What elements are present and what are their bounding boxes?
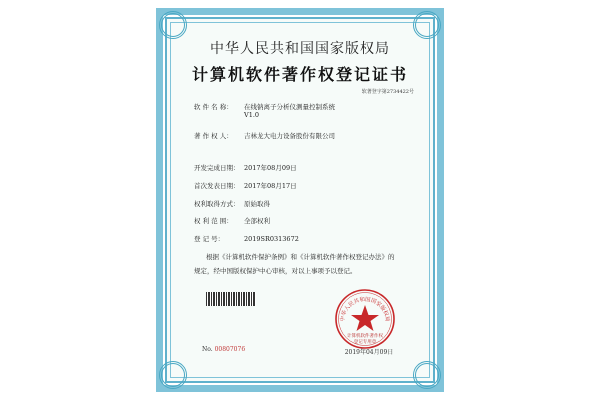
issuer-title: 中华人民共和国国家版权局 [210,41,390,57]
certificate-title: 计算机软件著作权登记证书 [191,65,408,84]
serial-label: No. [202,346,213,353]
corner-ornament-icon [159,361,187,389]
field-value: 吉林龙大电力设备股份有限公司 [244,132,335,140]
software-version: V1.0 [244,111,260,119]
field-registration-number [194,234,414,243]
field-label: 权 利 范 围： [194,217,233,225]
field-label: 著 作 权 人： [194,132,233,140]
seal-organization [335,334,395,346]
seal-ring-text: 中华人民共和国国家版权局 [339,296,391,323]
field-value: 全部权利 [244,217,270,225]
seal-org-line: 计算机软件著作权 [347,334,383,339]
seal-org-line: 登记专用章 [353,340,377,345]
field-label: 登 记 号： [194,235,225,243]
barcode-icon [206,292,256,306]
field-value: 2019SR0313672 [244,235,299,243]
page-background-left [0,0,150,400]
field-label: 软 件 名 称： [194,103,233,111]
field-value: 在线钠离子分析仪测量控制系统 [244,103,335,111]
field-completion-date [194,163,414,172]
certificate-number: 软著登字第2734422号 [361,89,414,95]
corner-ornament-icon [159,11,187,39]
statement-line: 规定，经中国版权保护中心审核，对以上事项予以登记。 [194,267,357,275]
field-rights-scope [194,216,414,225]
field-label: 首次发表日期： [194,182,240,190]
certificate-statement [194,250,414,278]
field-label: 开发完成日期： [194,164,240,172]
copyright-certificate [150,0,450,400]
field-first-publication-date [194,181,414,190]
field-copyright-owner [194,131,414,140]
issue-date: 2019年04月09日 [344,349,394,356]
field-value: 2017年08月09日 [244,164,297,172]
field-acquisition-method [194,199,414,208]
field-software-name [194,102,414,119]
serial-number [202,346,245,353]
page-background-right [450,0,600,400]
serial-value: 00807076 [214,346,246,353]
field-value: 2017年08月17日 [244,182,297,190]
corner-ornament-icon [413,361,441,389]
statement-line: 根据《计算机软件保护条例》和《计算机软件著作权登记办法》的 [206,253,395,261]
corner-ornament-icon [413,11,441,39]
field-value: 原始取得 [244,200,270,208]
field-label: 权利取得方式： [194,200,240,208]
